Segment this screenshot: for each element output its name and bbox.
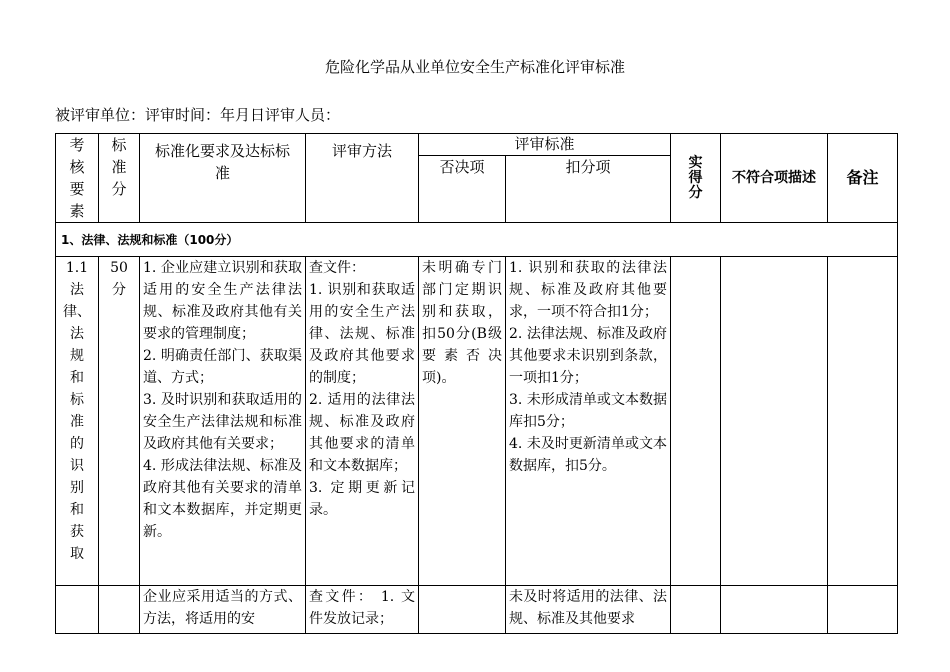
row1-requirement: 1. 企业应建立识别和获取适用的安全生产法律法规、标准及政府其他有关要求的管理制度； 2. 明确责任部门、获取渠道、方式； 3. 及时识别和获取适用的安全生产法律法规和标准及政府其他有关要求； 4. 形成法律法规、标准及政府其他有关要求的清单和文本数据库，并定期更新。 — [140, 257, 306, 586]
row2-nonconformity — [721, 586, 828, 634]
document-title: 危险化学品从业单位安全生产标准化评审标准 — [324, 58, 625, 76]
row2-remarks — [828, 586, 898, 634]
row2-element — [56, 586, 99, 634]
header-element: 考 核 要 素 — [56, 134, 99, 223]
header-standard-score: 标 准 分 — [99, 134, 140, 223]
header-method: 评审方法 — [306, 134, 419, 223]
row2-requirement: 企业应采用适当的方式、方法，将适用的安 — [140, 586, 306, 634]
header-actual-score: 实得分 — [671, 134, 721, 223]
row1-remarks — [828, 257, 898, 586]
row2-veto — [419, 586, 506, 634]
row1-score: 50 分 — [99, 257, 140, 586]
header-requirement: 标准化要求及达标标准 — [140, 134, 306, 223]
section-title: 1、法律、法规和标准（100分） — [56, 223, 898, 257]
row2-actual-score — [671, 586, 721, 634]
header-review-standard: 评审标准 — [419, 134, 671, 156]
evaluation-table — [55, 133, 898, 634]
header-remarks: 备注 — [828, 134, 898, 223]
header-nonconformity: 不符合项描述 — [721, 134, 828, 223]
row1-veto: 未明确专门部门定期识别和获取，扣50分(B级要素否决项)。 — [419, 257, 506, 586]
header-veto: 否决项 — [419, 156, 506, 223]
row1-element: 1.1 法 律、 法 规 和 标 准 的 识 别 和 获 取 — [56, 257, 99, 586]
row1-method: 查文件： 1. 识别和获取适用的安全生产法律、法规、标准及政府其他要求的制度； 2. 适用的法律法规、标准及政府其他要求的清单和文本数据库； 3. 定期更新记录。 — [306, 257, 419, 586]
header-deduct: 扣分项 — [506, 156, 671, 223]
row2-deduct: 未及时将适用的法律、法规、标准及其他要求 — [506, 586, 671, 634]
row1-deduct: 1. 识别和获取的法律法规、标准及政府其他要求，一项不符合扣1分； 2. 法律法规、标准及政府其他要求未识别到条款，一项扣1分； 3. 未形成清单或文本数据库扣5分； 4. 未及时更新清单或文本数据库，扣5分。 — [506, 257, 671, 586]
row1-nonconformity — [721, 257, 828, 586]
evaluation-info-line: 被评审单位：评审时间：年月日评审人员： — [55, 106, 341, 124]
row1-actual-score — [671, 257, 721, 586]
row2-score — [99, 586, 140, 634]
row2-method: 查文件： 1. 文件发放记录； — [306, 586, 419, 634]
